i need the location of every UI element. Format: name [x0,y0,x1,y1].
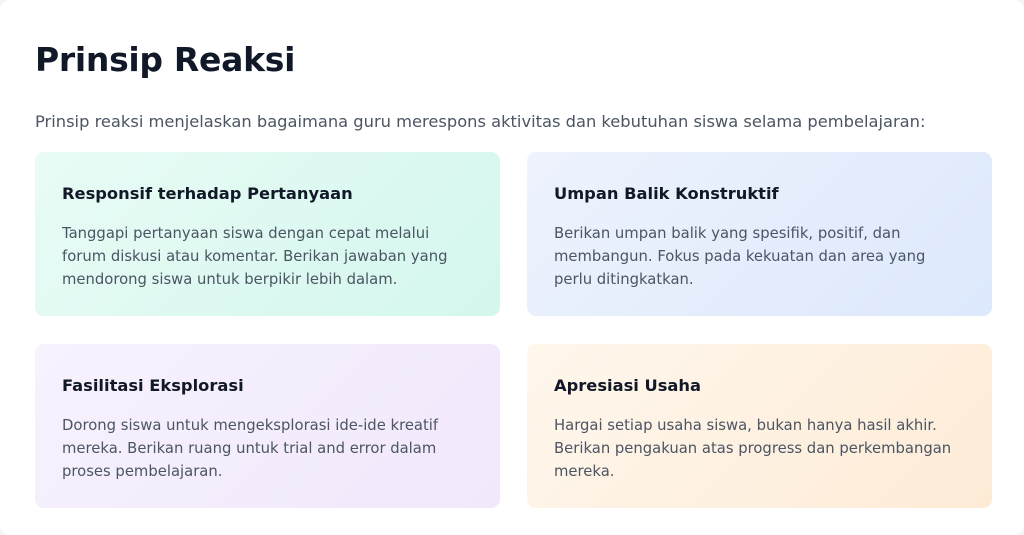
card-responsive-questions [35,152,500,316]
card-text: Dorong siswa untuk mengeksplorasi ide-ide kreatif mereka. Berikan ruang untuk trial and error dalam proses pembelajaran. [62,417,439,480]
card-title: Umpan Balik Konstruktif [554,184,779,203]
card-constructive-feedback [527,152,992,316]
intro-text: Prinsip reaksi menjelaskan bagaimana guru merespons aktivitas dan kebutuhan siswa selama pembelajaran: [35,112,926,131]
card-exploration-facilitation [35,344,500,508]
page-title: Prinsip Reaksi [35,40,296,79]
card-title: Responsif terhadap Pertanyaan [62,184,353,203]
card-effort-appreciation [527,344,992,508]
card-text: Hargai setiap usaha siswa, bukan hanya hasil akhir. Berikan pengakuan atas progress dan perkembangan mereka. [554,417,952,480]
card-title: Apresiasi Usaha [554,376,702,395]
card-title: Fasilitasi Eksplorasi [62,376,244,395]
card-text: Tanggapi pertanyaan siswa dengan cepat melalui forum diskusi atau komentar. Berikan jawaban yang mendorong siswa untuk berpikir lebih dalam. [62,225,448,288]
card-text: Berikan umpan balik yang spesifik, positif, dan membangun. Fokus pada kekuatan dan area yang perlu ditingkatkan. [554,225,926,288]
